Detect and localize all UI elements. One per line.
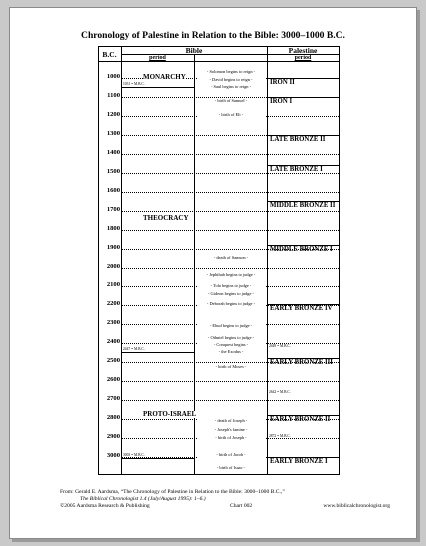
- year-label: 2400: [106, 338, 120, 346]
- palestine-period-label: EARLY BRONZE IV: [270, 304, 333, 312]
- year-label: 2600: [106, 376, 120, 384]
- bible-event: - David begins to reign -: [197, 78, 265, 82]
- year-label: 2200: [106, 300, 120, 308]
- year-label: 1500: [106, 167, 120, 175]
- bible-period-mark: 2447 = M.B.C.: [123, 347, 145, 352]
- chronology-chart: [10, 8, 416, 538]
- bible-period-boundary: [121, 352, 194, 353]
- palestine-period-label: LATE BRONZE II: [270, 135, 326, 143]
- bible-event: - Gideon begins to judge -: [197, 292, 265, 296]
- document-page: [9, 7, 417, 539]
- year-label: 2300: [106, 319, 120, 327]
- year-label: 1200: [106, 110, 120, 118]
- year-gridline: [121, 230, 339, 231]
- bible-event: - Ehud begins to judge -: [197, 324, 265, 328]
- bible-period-mark: 3003 = M.B.C.: [123, 452, 145, 457]
- bible-event: - Joseph's famine -: [197, 428, 265, 432]
- bible-event: - Saul begins to reign -: [197, 85, 265, 89]
- palestine-period-label: LATE BRONZE I: [270, 166, 323, 174]
- year-gridline: [121, 192, 339, 193]
- palestine-period-label: MIDDLE BRONZE II: [270, 202, 336, 210]
- bible-event: - Othniel begins to judge -: [197, 336, 265, 340]
- bible-event: - birth of Eli -: [197, 113, 265, 117]
- year-label: 1700: [106, 205, 120, 213]
- palestine-period-label: IRON I: [270, 97, 293, 105]
- year-label: 2700: [106, 395, 120, 403]
- bible-event: - Deborah begins to judge -: [197, 302, 265, 306]
- bible-event: - death of Joseph -: [197, 419, 265, 423]
- bible-event: - Solomon begins to reign -: [197, 70, 265, 74]
- year-label: 3000: [106, 452, 120, 459]
- year-label: 1300: [106, 129, 120, 137]
- year-label: 2000: [106, 262, 120, 270]
- bible-event: - death of Samson -: [197, 256, 265, 260]
- year-label: 1900: [106, 243, 120, 251]
- year-label: 2800: [106, 414, 120, 422]
- year-label: 1600: [106, 186, 120, 194]
- frame-bottom: [98, 474, 340, 475]
- year-label: 1000: [106, 73, 120, 80]
- header-bc: B.C.: [102, 50, 117, 59]
- bible-event: - Jephthah begins to judge -: [197, 273, 265, 277]
- year-label: 2100: [106, 281, 120, 289]
- bible-period-mark: 1031 = M.B.C.: [123, 82, 145, 87]
- year-gridline: [121, 268, 339, 269]
- palestine-period-label: MIDDLE BRONZE I: [270, 245, 333, 253]
- year-label: 2900: [106, 433, 120, 441]
- bible-event: - birth of Jacob -: [197, 453, 265, 457]
- website-link[interactable]: www.biblicalchronologist.org: [323, 503, 390, 509]
- bible-event: - Tola begins to judge -: [197, 284, 265, 288]
- citation-footer: [60, 489, 390, 510]
- bible-period-label: THEOCRACY: [143, 214, 189, 223]
- citation-line-1: From: Gerald E. Aardsma, “The Chronology of Palestine in Relation to the Bible: 3000–1000 B.C.,”: [60, 489, 285, 495]
- palestine-period-mark: 2449 = M.B.C.: [269, 344, 291, 349]
- header-palestine-period: period: [294, 55, 312, 61]
- year-label: 1400: [106, 148, 120, 156]
- year-label: 2500: [106, 357, 120, 365]
- header-bible: Bible: [185, 46, 203, 55]
- frame-year-divider: [121, 46, 122, 475]
- citation-journal: The Biblical Chronologist 1.4 (July/August 1995): 1–6.): [80, 496, 206, 502]
- palestine-period-mark: 2642 = M.B.C.: [269, 390, 291, 395]
- citation-line-2: [60, 496, 390, 503]
- palestine-period-mark: 2872 = M.B.C.: [269, 433, 291, 438]
- bible-period-boundary: [121, 458, 194, 459]
- frame-left: [98, 46, 99, 475]
- footer-bottom-row: [60, 503, 390, 510]
- frame-palestine-divider: [267, 46, 268, 475]
- year-label: 1800: [106, 224, 120, 232]
- bible-period-label: MONARCHY: [143, 73, 186, 81]
- bible-event: - birth of Joseph -: [197, 436, 265, 440]
- palestine-period-label: EARLY BRONZE I: [270, 458, 328, 465]
- bible-period-label: PROTO-ISRAEL: [143, 410, 197, 419]
- bible-period-boundary: [121, 87, 194, 88]
- header-bible-period: period: [149, 55, 166, 61]
- bible-event: - birth of Isaac -: [197, 466, 265, 470]
- palestine-period-label: EARLY BRONZE III: [270, 359, 333, 367]
- year-gridline: [121, 381, 339, 382]
- year-gridline: [121, 211, 339, 212]
- year-label: 1100: [107, 91, 120, 99]
- frame-subheader-divider: [98, 61, 340, 62]
- bible-event: - birth of Samuel -: [197, 99, 265, 103]
- bible-event: - Conquest begins -: [197, 343, 265, 347]
- palestine-period-label: IRON II: [270, 79, 295, 86]
- year-gridline: [121, 400, 339, 401]
- chart-id: Chart 002: [230, 503, 253, 509]
- year-gridline: [121, 154, 339, 155]
- bible-event: - the Exodus -: [197, 350, 265, 354]
- copyright: ©2005 Aardsma Research & Publishing: [60, 503, 150, 509]
- header-palestine: Palestine: [288, 46, 318, 55]
- palestine-period-label: EARLY BRONZE II: [270, 416, 331, 424]
- frame-right: [339, 46, 340, 475]
- chart-title: Chronology of Palestine in Relation to the Bible: 3000–1000 B.C.: [81, 30, 345, 41]
- bible-event: - birth of Moses -: [197, 365, 265, 369]
